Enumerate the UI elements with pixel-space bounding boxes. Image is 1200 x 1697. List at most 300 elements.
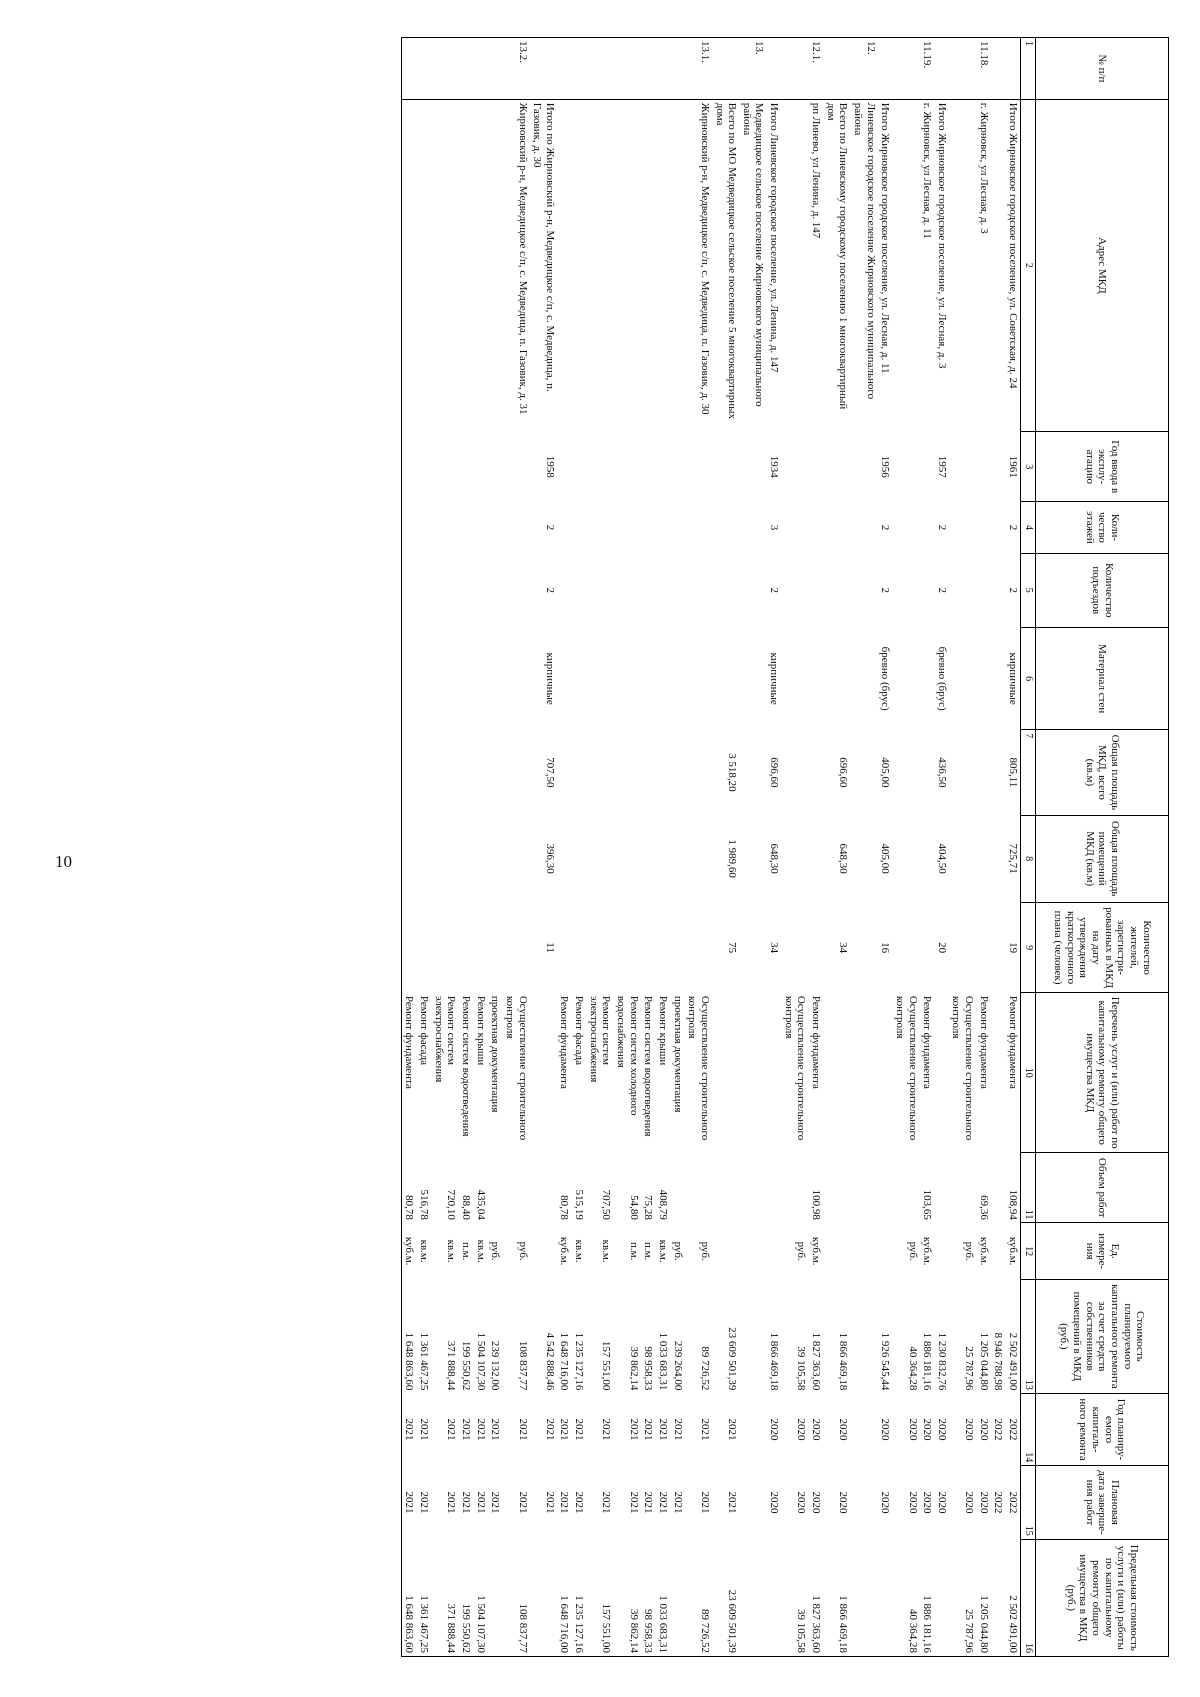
premises-area-cell: 404,50 — [935, 843, 948, 874]
planned-cost-cell — [739, 1279, 766, 1393]
work-type-cell: Ремонт систем холодного водоснабжения — [615, 995, 640, 1116]
work-volume-cell — [892, 1153, 919, 1223]
floors-cell — [655, 502, 670, 553]
repair-year-cell: 2021 — [418, 1418, 431, 1441]
max-cost-cell: 108 837,77 — [502, 1539, 529, 1656]
total-area-cell — [502, 730, 529, 815]
planned-cost-cell: 1 866 469,18 — [837, 1332, 850, 1391]
total-area-cell — [572, 730, 587, 815]
entrances-cell — [850, 553, 877, 628]
max-cost-cell: 98 958,33 — [641, 1539, 656, 1656]
premises-area-cell: 405,00 — [879, 843, 892, 874]
work-type-cell — [991, 993, 1006, 1153]
total-area-cell: 707,50 — [543, 757, 556, 788]
commission-year-cell: 1956 — [879, 455, 892, 478]
completion-year-cell — [739, 1466, 766, 1539]
wall-material-cell — [401, 628, 416, 730]
repair-year-cell: 2021 — [445, 1418, 458, 1441]
max-cost-cell: 1 648 716,00 — [557, 1539, 572, 1656]
wall-material-cell — [808, 628, 823, 730]
unit-cell: куб.м. — [401, 1223, 416, 1279]
total-area-cell — [991, 730, 1006, 815]
unit-cell: руб. — [698, 1241, 711, 1261]
address-cell — [473, 99, 488, 431]
residents-cell — [991, 902, 1006, 993]
max-cost-cell: 1 866 469,18 — [823, 1539, 850, 1656]
address-cell: Медведицкое сельское поселение Жирновского муниципального района — [740, 102, 766, 407]
table-row — [431, 38, 458, 1657]
residents-cell — [949, 902, 976, 993]
work-volume-cell — [991, 1153, 1006, 1223]
planned-cost-cell: 239 264,00 — [671, 1340, 684, 1391]
address-cell — [458, 99, 473, 431]
floors-cell — [920, 502, 935, 553]
work-type-cell — [739, 993, 766, 1153]
work-volume-cell — [850, 1153, 877, 1223]
completion-year-cell — [850, 1466, 877, 1539]
completion-year-cell: 2020 — [935, 1491, 948, 1514]
work-type-cell: Ремонт систем водоотведения — [642, 995, 655, 1137]
work-volume-cell — [766, 1153, 781, 1223]
column-number: 10 — [1021, 993, 1036, 1153]
floors-cell — [808, 502, 823, 553]
planned-cost-cell: 1 886 181,16 — [921, 1332, 934, 1391]
unit-cell — [766, 1223, 781, 1279]
commission-year-cell — [458, 432, 473, 502]
header-cell: Количество жителей, зарегистри-рованных в МКД на дату утверждения краткосрочного плана (человек) — [1036, 902, 1169, 993]
commission-year-cell — [557, 432, 572, 502]
entrances-cell — [416, 553, 431, 628]
commission-year-cell — [808, 432, 823, 502]
entrances-cell — [401, 553, 416, 628]
header-cell: Год ввода в эксплу-атацию — [1036, 432, 1169, 502]
work-volume-cell — [502, 1153, 529, 1223]
wall-material-cell — [976, 628, 991, 730]
premises-area-cell — [473, 815, 488, 902]
completion-year-cell: 2021 — [543, 1491, 556, 1514]
residents-cell: 16 — [879, 942, 892, 954]
commission-year-cell — [685, 432, 712, 502]
entrances-cell — [685, 553, 712, 628]
wall-material-cell — [655, 628, 670, 730]
residents-cell — [416, 902, 431, 993]
work-volume-cell — [488, 1153, 503, 1223]
wall-material-cell — [431, 628, 458, 730]
unit-cell — [991, 1223, 1006, 1279]
repair-year-cell: 2021 — [671, 1418, 684, 1441]
floors-cell — [488, 502, 503, 553]
planned-cost-cell: 1 230 832,76 — [935, 1332, 948, 1391]
commission-year-cell — [401, 432, 416, 502]
work-volume-cell — [670, 1153, 685, 1223]
max-cost-cell — [991, 1539, 1006, 1656]
table-row — [613, 38, 640, 1657]
total-area-cell — [850, 730, 877, 815]
total-area-cell: 696,60 — [837, 757, 850, 788]
premises-area-cell — [892, 815, 919, 902]
total-area-cell — [557, 730, 572, 815]
address-cell: г. Жирновск, ул Лесная, д. 3 — [977, 102, 990, 234]
completion-year-cell: 2020 — [906, 1491, 919, 1514]
total-area-cell — [920, 730, 935, 815]
max-cost-cell: 1 827 363,60 — [808, 1539, 823, 1656]
floors-cell — [949, 502, 976, 553]
column-number: 14 — [1021, 1393, 1036, 1465]
row-number-cell — [613, 38, 640, 100]
floors-cell: 2 — [1007, 524, 1019, 531]
address-cell — [613, 99, 640, 431]
repair-year-cell: 2021 — [516, 1418, 529, 1441]
work-volume-cell: 88,40 — [460, 1195, 473, 1220]
unit-cell: куб.м. — [977, 1236, 990, 1266]
address-cell — [641, 99, 656, 431]
completion-year-cell: 2021 — [600, 1491, 613, 1514]
work-type-cell: Ремонт фасада — [573, 995, 586, 1066]
floors-cell — [458, 502, 473, 553]
rotated-page — [59, 37, 1169, 1657]
entrances-cell — [823, 553, 850, 628]
premises-area-cell — [641, 815, 656, 902]
total-area-cell — [458, 730, 473, 815]
unit-cell — [712, 1223, 739, 1279]
column-number: 9 — [1021, 902, 1036, 993]
address-cell: Итого по Жирновский р-н, Медведицкое с/п, с. Медведица, п. Газовик, д. 30 — [531, 102, 556, 392]
total-area-cell — [892, 730, 919, 815]
table-body — [401, 38, 1020, 1657]
premises-area-cell: 1 989,60 — [726, 839, 739, 878]
planned-cost-cell: 1 648 716,00 — [558, 1332, 571, 1391]
commission-year-cell — [781, 432, 808, 502]
total-area-cell: 696,60 — [768, 757, 781, 788]
planned-cost-cell: 1 504 107,30 — [474, 1332, 487, 1391]
total-area-cell — [613, 730, 640, 815]
premises-area-cell — [739, 815, 766, 902]
max-cost-cell — [766, 1539, 781, 1656]
premises-area-cell: 725,71 — [1007, 843, 1019, 874]
planned-cost-cell: 1 648 863,60 — [401, 1279, 416, 1393]
work-type-cell: Ремонт фасада — [418, 995, 431, 1066]
completion-year-cell: 2020 — [810, 1491, 823, 1514]
header-cell: Год планиру-емого капиталь-ного ремонта — [1036, 1393, 1169, 1465]
planned-cost-cell: 40 364,28 — [906, 1346, 919, 1391]
completion-year-cell: 2021 — [418, 1491, 431, 1514]
commission-year-cell — [712, 432, 739, 502]
header-cell: № п/п — [1036, 38, 1169, 100]
unit-cell: кв.м. — [418, 1239, 431, 1263]
max-cost-cell: 39 105,58 — [781, 1539, 808, 1656]
header-cell: Адрес МКД — [1036, 99, 1169, 431]
wall-material-cell: бревно (брус) — [879, 646, 892, 711]
unit-cell — [878, 1223, 893, 1279]
row-number-cell — [878, 38, 893, 100]
work-volume-cell — [878, 1153, 893, 1223]
wall-material-cell: кирпичные — [1007, 652, 1019, 705]
total-area-cell — [473, 730, 488, 815]
address-cell — [781, 99, 808, 431]
column-number: 12 — [1021, 1223, 1036, 1279]
address-cell: Всего по Линевскому городскому поселению 1 многоквартирный дом — [824, 102, 850, 410]
max-cost-cell: 1 033 683,31 — [655, 1539, 670, 1656]
work-volume-cell — [934, 1153, 949, 1223]
completion-year-cell: 2020 — [768, 1491, 781, 1514]
address-cell — [670, 99, 685, 431]
unit-cell — [823, 1223, 850, 1279]
repair-year-cell: 2020 — [977, 1418, 990, 1441]
column-number-row — [1021, 38, 1036, 1657]
entrances-cell — [781, 553, 808, 628]
total-area-cell: 405,00 — [879, 757, 892, 788]
premises-area-cell — [586, 815, 613, 902]
commission-year-cell — [892, 432, 919, 502]
wall-material-cell — [823, 628, 850, 730]
total-area-cell — [401, 730, 416, 815]
wall-material-cell — [557, 628, 572, 730]
total-area-cell — [781, 730, 808, 815]
work-volume-cell — [530, 1153, 557, 1223]
max-cost-cell: 1 648 863,60 — [401, 1539, 416, 1656]
wall-material-cell — [685, 628, 712, 730]
residents-cell — [431, 902, 458, 993]
premises-area-cell — [781, 815, 808, 902]
commission-year-cell: 1934 — [768, 455, 781, 478]
floors-cell — [685, 502, 712, 553]
premises-area-cell — [488, 815, 503, 902]
residents-cell — [920, 902, 935, 993]
row-number-cell — [586, 38, 613, 100]
work-volume-cell — [823, 1153, 850, 1223]
planned-cost-cell: 1 235 127,16 — [573, 1332, 586, 1391]
commission-year-cell: 1958 — [543, 455, 556, 478]
table-row — [670, 38, 685, 1657]
residents-cell: 11 — [543, 942, 556, 953]
unit-cell: куб.м. — [921, 1236, 934, 1266]
floors-cell: 2 — [935, 524, 948, 531]
table-row — [401, 38, 416, 1657]
work-type-cell — [712, 993, 739, 1153]
residents-cell — [473, 902, 488, 993]
repair-year-cell: 2021 — [474, 1418, 487, 1441]
unit-cell — [739, 1223, 766, 1279]
commission-year-cell — [949, 432, 976, 502]
entrances-cell — [572, 553, 587, 628]
commission-year-cell — [641, 432, 656, 502]
floors-cell — [557, 502, 572, 553]
completion-year-cell: 2021 — [489, 1491, 502, 1514]
unit-cell: кв.м. — [573, 1239, 586, 1263]
planned-cost-cell: 157 551,00 — [600, 1340, 613, 1391]
residents-cell — [458, 902, 473, 993]
residents-cell — [685, 902, 712, 993]
planned-cost-cell: 1 033 683,31 — [656, 1332, 669, 1391]
wall-material-cell — [949, 628, 976, 730]
work-volume-cell: 103,65 — [921, 1189, 934, 1220]
commission-year-cell — [920, 432, 935, 502]
entrances-cell — [641, 553, 656, 628]
total-area-cell — [976, 730, 991, 815]
completion-year-cell: 2022 — [992, 1491, 1005, 1514]
table-row — [949, 38, 976, 1657]
total-area-cell — [808, 730, 823, 815]
planned-cost-cell: 39 862,14 — [627, 1346, 640, 1391]
repair-year-cell: 2020 — [879, 1418, 892, 1441]
unit-cell: кв.м. — [445, 1239, 458, 1263]
header-cell: Предельная стоимость услуги и (или) работы по капитальному ремонту общего имущества в МКД (руб.) — [1036, 1539, 1169, 1656]
max-cost-cell: 39 862,14 — [613, 1539, 640, 1656]
address-cell: рп Линево, ул Ленина, д. 147 — [810, 102, 823, 239]
table-row — [808, 38, 823, 1657]
max-cost-cell — [878, 1539, 893, 1656]
repair-year-cell: 2021 — [489, 1418, 502, 1441]
premises-area-cell — [613, 815, 640, 902]
commission-year-cell — [572, 432, 587, 502]
premises-area-cell — [670, 815, 685, 902]
wall-material-cell — [920, 628, 935, 730]
unit-cell: руб. — [489, 1241, 502, 1261]
completion-year-cell: 2021 — [671, 1491, 684, 1514]
work-type-cell — [878, 993, 893, 1153]
column-number: 8 — [1021, 815, 1036, 902]
work-volume-cell: 515,19 — [573, 1189, 586, 1220]
planned-cost-cell: 239 132,00 — [489, 1340, 502, 1391]
commission-year-cell — [473, 432, 488, 502]
repair-year-cell: 2020 — [935, 1418, 948, 1441]
premises-area-cell — [458, 815, 473, 902]
premises-area-cell: 648,30 — [837, 843, 850, 874]
commission-year-cell — [613, 432, 640, 502]
capital-repair-table — [401, 37, 1169, 1657]
completion-year-cell: 2020 — [921, 1491, 934, 1514]
completion-year-cell: 2021 — [698, 1491, 711, 1514]
commission-year-cell — [416, 432, 431, 502]
floors-cell: 2 — [879, 524, 892, 531]
table-row — [641, 38, 656, 1657]
header-cell: Стоимость планируемого капитального ремонта за счет средств собственников помещений в МКД (руб.) — [1036, 1279, 1169, 1393]
unit-cell: руб. — [671, 1241, 684, 1261]
total-area-cell — [488, 730, 503, 815]
work-type-cell — [934, 993, 949, 1153]
entrances-cell — [920, 553, 935, 628]
entrances-cell — [949, 553, 976, 628]
completion-year-cell: 2020 — [977, 1491, 990, 1514]
table-row — [1005, 38, 1020, 1657]
residents-cell — [892, 902, 919, 993]
total-area-cell — [416, 730, 431, 815]
address-cell: Линевское городское поселение Жирновского муниципального района — [851, 102, 877, 400]
premises-area-cell — [502, 815, 529, 902]
work-volume-cell: 54,80 — [627, 1195, 640, 1220]
unit-cell — [850, 1223, 877, 1279]
row-number-cell — [670, 38, 685, 100]
completion-year-cell: 2021 — [642, 1491, 655, 1514]
residents-cell: 34 — [768, 942, 781, 954]
table-row — [823, 38, 850, 1657]
wall-material-cell — [502, 628, 529, 730]
work-volume-cell — [949, 1153, 976, 1223]
max-cost-cell — [670, 1539, 685, 1656]
premises-area-cell — [401, 815, 416, 902]
completion-year-cell: 2021 — [558, 1491, 571, 1514]
row-number-cell — [823, 38, 850, 100]
table-row — [586, 38, 613, 1657]
table-row — [920, 38, 935, 1657]
entrances-cell — [586, 553, 613, 628]
row-number-cell: 12.1. — [808, 38, 823, 100]
repair-year-cell — [739, 1393, 766, 1465]
total-area-cell: 805,11 — [1007, 757, 1019, 788]
residents-cell — [655, 902, 670, 993]
max-cost-cell: 157 551,00 — [586, 1539, 613, 1656]
work-type-cell: Осуществление строительного контроля — [782, 995, 808, 1141]
header-cell: Коли-чество этажей — [1036, 502, 1169, 553]
address-cell: Жирновский р-н, Медведицкое с/п, с. Медведица, п. Газовик, д. 30 — [698, 102, 711, 415]
repair-year-cell: 2021 — [642, 1418, 655, 1441]
entrances-cell — [808, 553, 823, 628]
table-row — [712, 38, 739, 1657]
table-row — [473, 38, 488, 1657]
row-number-cell — [781, 38, 808, 100]
row-number-cell — [641, 38, 656, 100]
premises-area-cell — [991, 815, 1006, 902]
row-number-cell — [1005, 38, 1020, 100]
table-row — [850, 38, 877, 1657]
completion-year-cell: 2020 — [837, 1491, 850, 1514]
address-cell — [991, 99, 1006, 431]
commission-year-cell — [991, 432, 1006, 502]
planned-cost-cell: 1 361 467,25 — [418, 1332, 431, 1391]
table-row — [976, 38, 991, 1657]
commission-year-cell: 1957 — [935, 455, 948, 478]
residents-cell: 19 — [1007, 942, 1019, 954]
wall-material-cell — [739, 628, 766, 730]
unit-cell: руб. — [516, 1241, 529, 1261]
address-cell — [949, 99, 976, 431]
residents-cell: 20 — [935, 942, 948, 954]
entrances-cell — [892, 553, 919, 628]
floors-cell: 2 — [543, 524, 556, 531]
completion-year-cell: 2021 — [474, 1491, 487, 1514]
table-row — [458, 38, 473, 1657]
floors-cell — [739, 502, 766, 553]
commission-year-cell — [739, 432, 766, 502]
column-number: 11 — [1021, 1153, 1036, 1223]
entrances-cell — [557, 553, 572, 628]
entrances-cell — [655, 553, 670, 628]
max-cost-cell: 199 550,62 — [458, 1539, 473, 1656]
max-cost-cell: 1 886 181,16 — [920, 1539, 935, 1656]
residents-cell: 34 — [837, 942, 850, 954]
floors-cell — [502, 502, 529, 553]
premises-area-cell — [976, 815, 991, 902]
header-cell: Ед. измере-ния — [1036, 1223, 1169, 1279]
repair-year-cell: 2021 — [573, 1418, 586, 1441]
work-type-cell: Ремонт фундамента — [921, 995, 934, 1089]
residents-cell — [586, 902, 613, 993]
entrances-cell: 2 — [1007, 587, 1019, 594]
address-cell — [401, 99, 416, 431]
entrances-cell — [712, 553, 739, 628]
residents-cell — [401, 902, 416, 993]
max-cost-cell: 23 609 501,39 — [712, 1539, 739, 1656]
unit-cell: п.м. — [627, 1241, 640, 1261]
work-volume-cell: 707,50 — [600, 1189, 613, 1220]
floors-cell — [823, 502, 850, 553]
row-number-cell — [766, 38, 781, 100]
work-volume-cell: 108,94 — [1007, 1189, 1019, 1220]
address-cell — [416, 99, 431, 431]
floors-cell — [641, 502, 656, 553]
header-cell: Перечень услуг и (или) работ по капитальному ремонту общего имущества МКД — [1036, 993, 1169, 1153]
premises-area-cell — [416, 815, 431, 902]
